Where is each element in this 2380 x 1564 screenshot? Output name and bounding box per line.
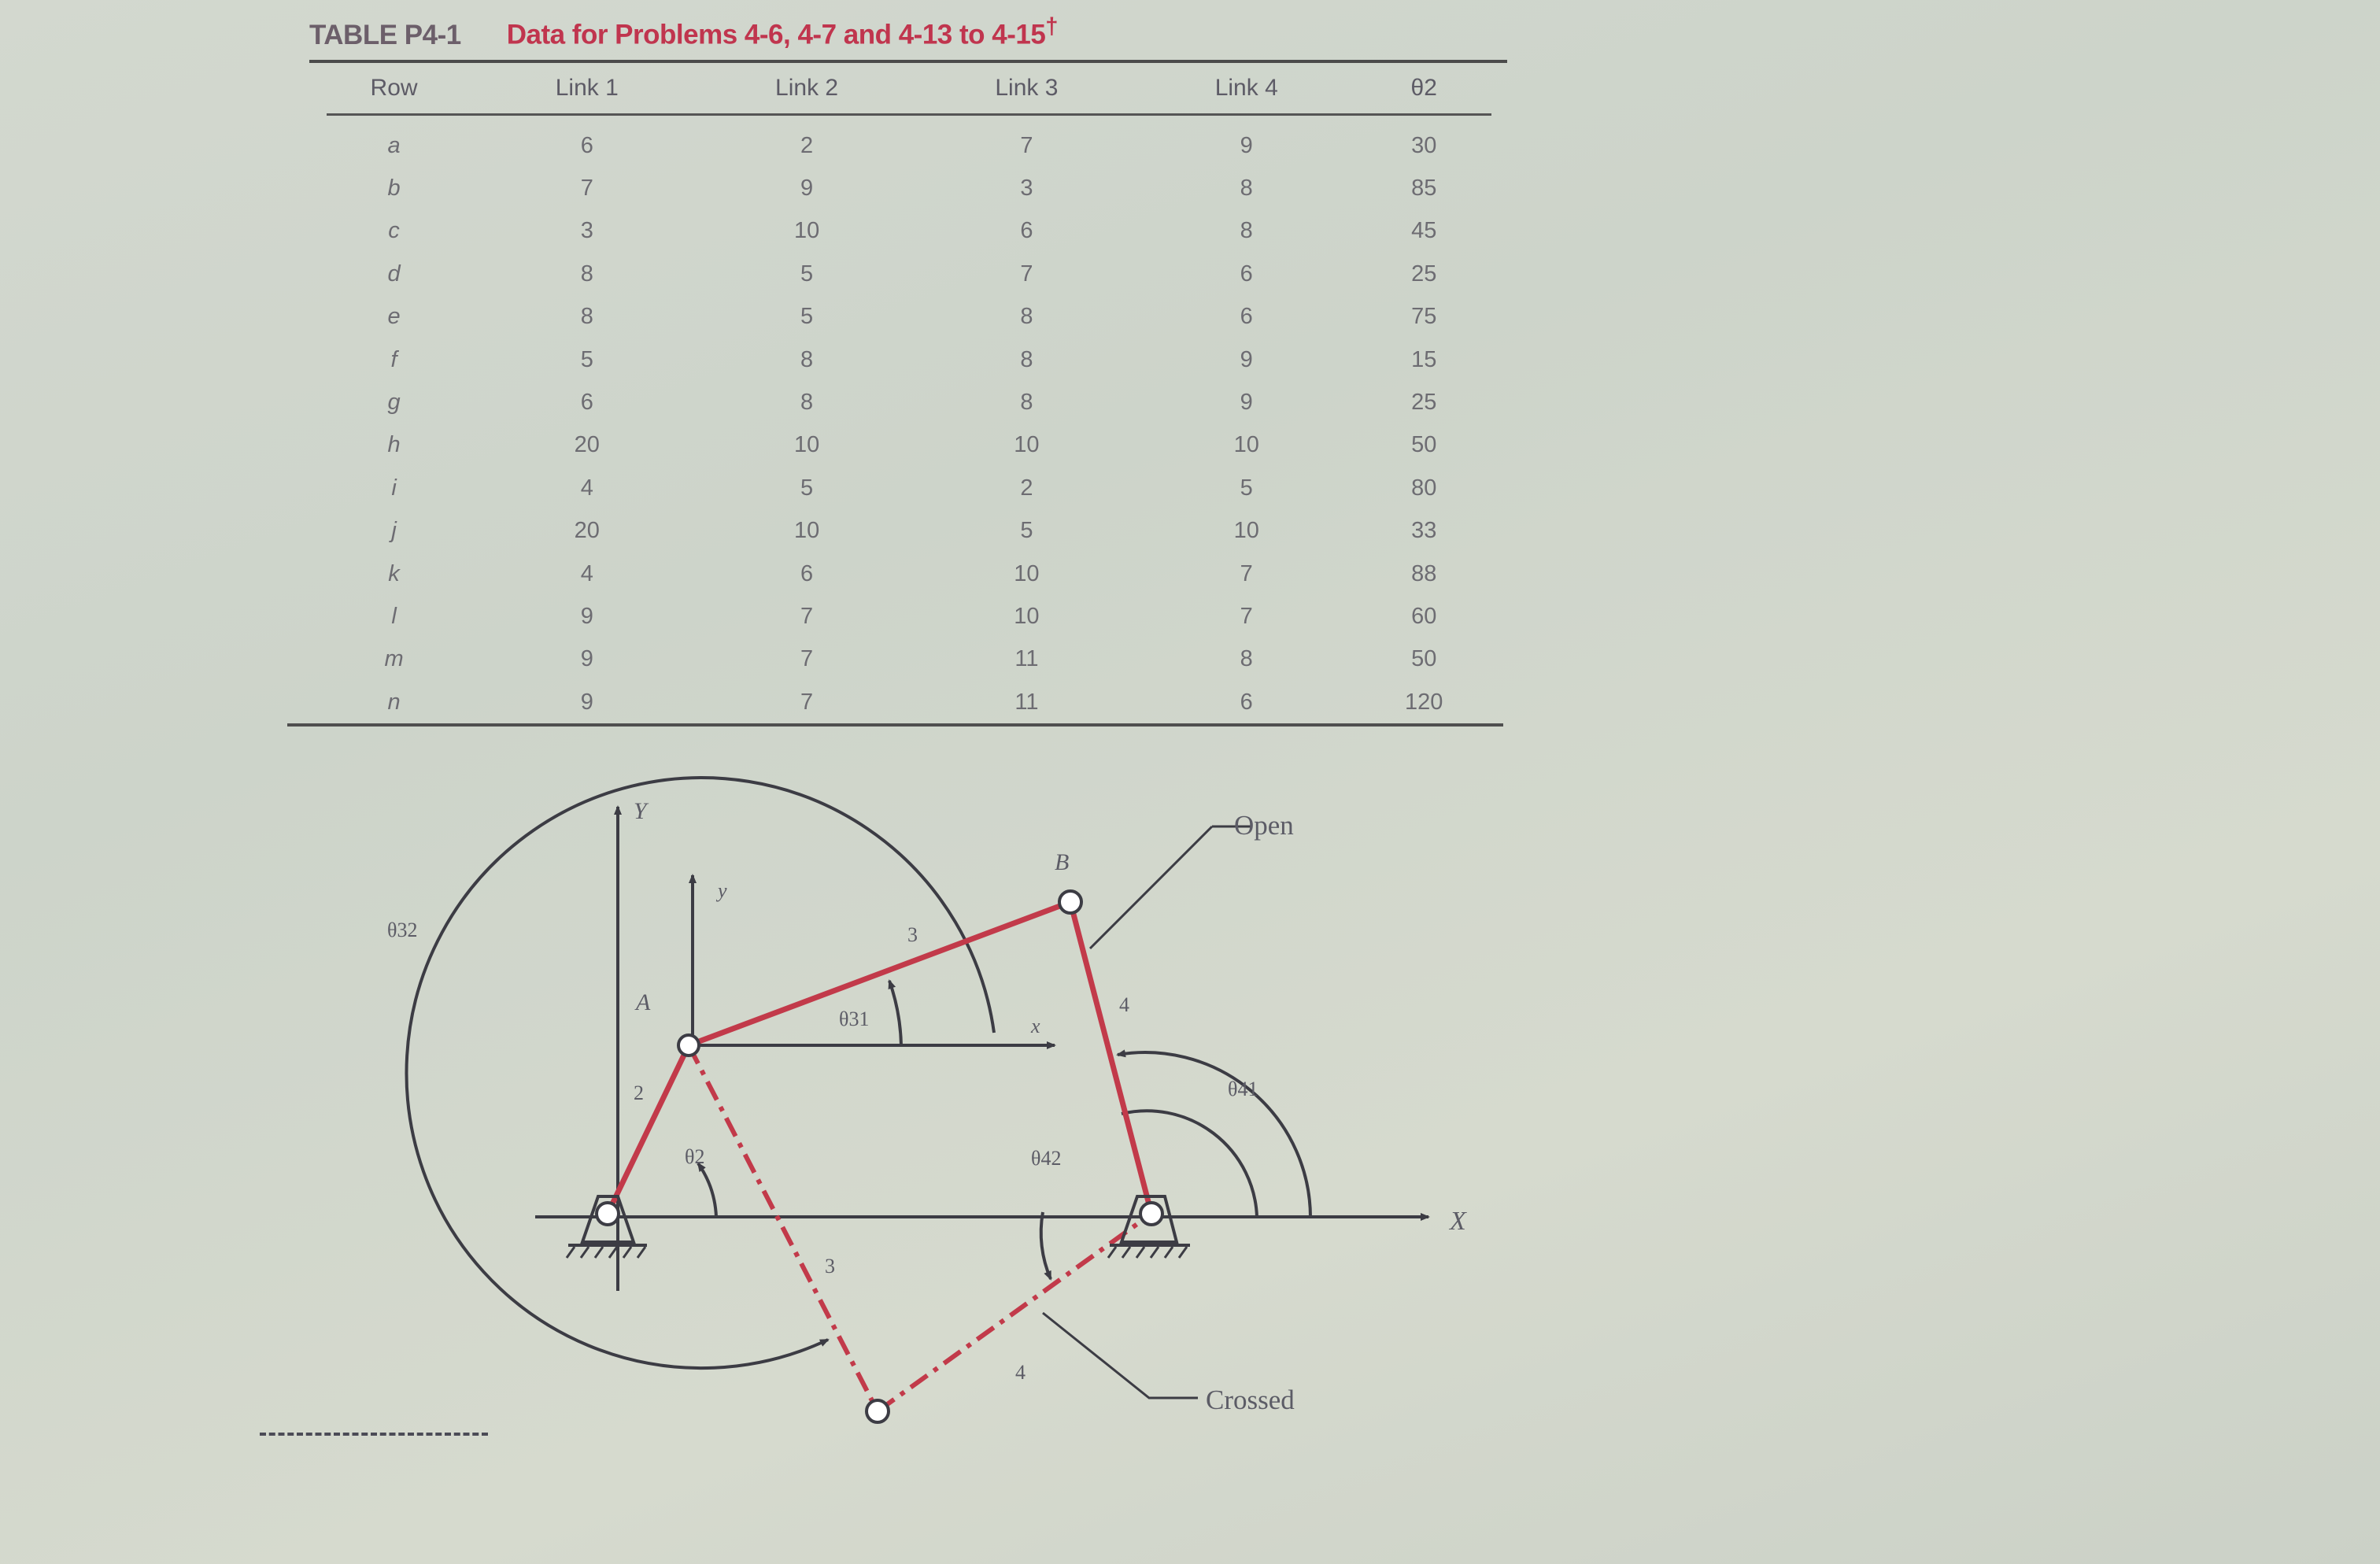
link2-value: 7: [800, 646, 814, 672]
link1-value: 6: [580, 132, 593, 158]
label-x-local: x: [1031, 1015, 1040, 1037]
link1-value: 9: [580, 646, 593, 672]
link1-value: 7: [580, 176, 593, 202]
theta2-value: 80: [1411, 475, 1437, 501]
link4-value: 7: [1240, 603, 1253, 629]
row-id: g: [387, 390, 401, 416]
label-y-local: y: [718, 879, 727, 902]
link4-value: 8: [1240, 646, 1253, 672]
theta41-arc-inner: [1122, 1111, 1257, 1217]
col-header-link3: Link 3: [995, 75, 1059, 101]
theta2-value: 30: [1411, 132, 1437, 158]
link4-value: 7: [1240, 560, 1253, 586]
label-link4-open: 4: [1119, 993, 1129, 1016]
label-B: B: [1055, 849, 1070, 875]
table-label: TABLE P4-1: [309, 19, 461, 50]
link1-value: 9: [580, 689, 593, 715]
row-id: h: [387, 432, 401, 458]
theta2-value: 45: [1411, 218, 1437, 244]
link4-value: 10: [1233, 432, 1259, 458]
link1-value: 8: [580, 304, 593, 330]
link1-value: 5: [580, 346, 593, 372]
label-open: Open: [1234, 810, 1294, 841]
link3-value: 10: [1014, 603, 1040, 629]
link2-value: 2: [800, 132, 814, 158]
theta31-arc: [889, 981, 901, 1045]
link2-value: 8: [800, 390, 814, 416]
theta2-value: 33: [1411, 518, 1437, 544]
link3-value: 3: [1020, 176, 1033, 202]
row-id: a: [387, 132, 401, 158]
col-header-theta2: θ2: [1410, 75, 1437, 101]
row-id: k: [388, 560, 400, 586]
table-title-note: †: [1045, 14, 1059, 39]
theta2-value: 120: [1405, 689, 1443, 715]
link4-crossed: [878, 1214, 1151, 1411]
label-theta31: θ31: [839, 1008, 870, 1030]
link1-value: 20: [574, 518, 600, 544]
link1-value: 8: [580, 261, 593, 287]
label-theta41: θ41: [1228, 1078, 1258, 1100]
link3-value: 6: [1020, 218, 1033, 244]
link3-value: 10: [1014, 560, 1040, 586]
link4-value: 8: [1240, 218, 1253, 244]
ground-pivot-right: [1108, 1196, 1190, 1258]
row-id: b: [387, 176, 401, 202]
link1-value: 9: [580, 603, 593, 629]
link3-value: 7: [1020, 261, 1033, 287]
link4-value: 10: [1233, 518, 1259, 544]
joint-A: [678, 1035, 699, 1056]
label-theta32: θ32: [387, 919, 418, 941]
link2: [608, 1045, 689, 1214]
open-leader: [1090, 826, 1212, 948]
link4-value: 6: [1240, 261, 1253, 287]
link4-value: 8: [1240, 176, 1253, 202]
label-Y: Y: [634, 798, 647, 824]
link3-value: 8: [1020, 304, 1033, 330]
link3-value: 11: [1014, 646, 1039, 672]
bottom-dashed-mark: [260, 1433, 488, 1436]
row-id: l: [391, 603, 397, 629]
link2-value: 10: [793, 432, 820, 458]
link2-value: 9: [800, 176, 814, 202]
link4-value: 9: [1240, 346, 1253, 372]
table-title-text: Data for Problems 4-6, 4-7 and 4-13 to 4-15: [506, 19, 1046, 50]
label-link3-crossed: 3: [825, 1255, 835, 1277]
row-id: e: [387, 304, 401, 330]
row-id: c: [388, 218, 400, 244]
link2-value: 10: [793, 218, 820, 244]
label-link4-crossed: 4: [1015, 1361, 1026, 1384]
label-X: X: [1450, 1207, 1466, 1236]
label-theta42: θ42: [1031, 1147, 1062, 1170]
link3-value: 8: [1020, 390, 1033, 416]
col-header-link1: Link 1: [555, 75, 619, 101]
link4-value: 9: [1240, 390, 1253, 416]
col-header-link4: Link 4: [1214, 75, 1278, 101]
theta2-value: 88: [1411, 560, 1437, 586]
theta42-arc: [1041, 1212, 1051, 1279]
label-link3-open: 3: [907, 923, 918, 946]
row-id: n: [387, 689, 401, 715]
link4-value: 6: [1240, 304, 1253, 330]
label-A: A: [636, 989, 651, 1015]
link1-value: 20: [574, 432, 600, 458]
link4-value: 5: [1240, 475, 1253, 501]
link2-value: 8: [800, 346, 814, 372]
theta2-value: 85: [1411, 176, 1437, 202]
link2-value: 6: [800, 560, 814, 586]
label-link2: 2: [634, 1081, 644, 1104]
row-id: m: [384, 646, 404, 672]
link1-value: 3: [580, 218, 593, 244]
row-id: d: [387, 261, 401, 287]
theta2-value: 75: [1411, 304, 1437, 330]
theta2-value: 25: [1411, 261, 1437, 287]
theta2-arc: [698, 1163, 716, 1217]
link1-value: 4: [580, 560, 593, 586]
crossed-leader: [1043, 1313, 1198, 1398]
link3-value: 8: [1020, 346, 1033, 372]
link3-value: 11: [1014, 689, 1039, 715]
ground-pivot-left: [567, 1196, 647, 1258]
link3-value: 7: [1020, 132, 1033, 158]
joint-B-crossed: [867, 1400, 889, 1422]
link2-value: 7: [800, 603, 814, 629]
link2-value: 5: [800, 261, 814, 287]
theta2-value: 25: [1411, 390, 1437, 416]
link2-value: 7: [800, 689, 814, 715]
link1-value: 6: [580, 390, 593, 416]
link3-open: [689, 902, 1070, 1045]
row-id: i: [391, 475, 397, 501]
row-id: f: [390, 346, 397, 372]
link1-value: 4: [580, 475, 593, 501]
link2-value: 10: [793, 518, 820, 544]
link2-value: 5: [800, 475, 814, 501]
col-header-row: Row: [370, 75, 418, 101]
link3-value: 2: [1020, 475, 1033, 501]
label-theta2: θ2: [685, 1145, 705, 1168]
link3-value: 10: [1014, 432, 1040, 458]
theta2-value: 15: [1411, 346, 1437, 372]
link3-value: 5: [1020, 518, 1033, 544]
label-crossed: Crossed: [1206, 1385, 1295, 1415]
col-header-link2: Link 2: [775, 75, 839, 101]
theta2-value: 60: [1411, 603, 1437, 629]
theta2-value: 50: [1411, 432, 1437, 458]
link4-value: 9: [1240, 132, 1253, 158]
joint-B-open: [1059, 891, 1081, 913]
theta2-value: 50: [1411, 646, 1437, 672]
link4-value: 6: [1240, 689, 1253, 715]
link2-value: 5: [800, 304, 814, 330]
link4-open: [1070, 902, 1151, 1214]
row-id: j: [391, 518, 397, 544]
